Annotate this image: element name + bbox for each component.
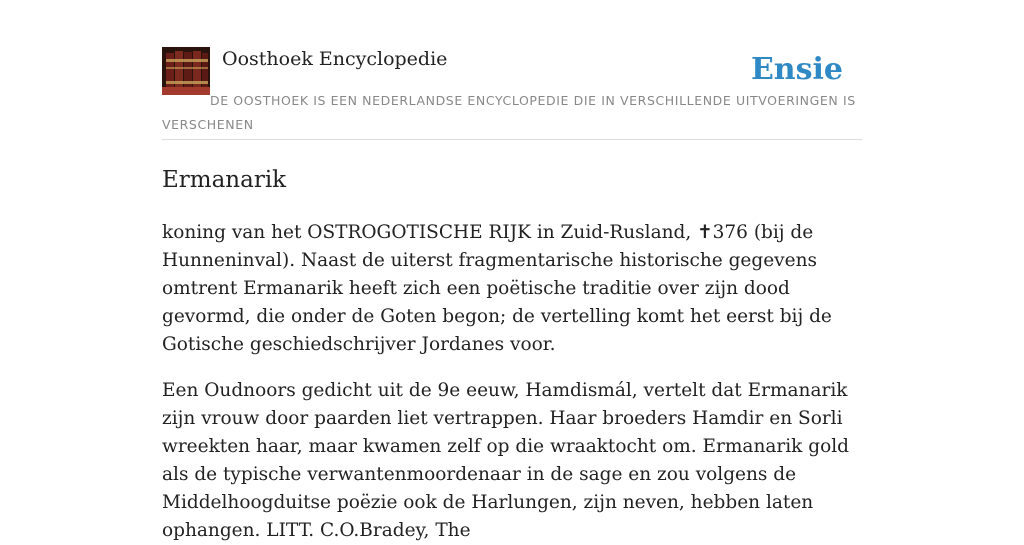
article-paragraph: Een Oudnoors gedicht uit de 9e eeuw, Hamdismál, vertelt dat Ermanarik zijn vrouw door paarden liet vertrappen. Haar broeders Hamdir en Sorli wreekten haar, maar kwamen zelf op die wraaktocht om. Ermanarik gold als de typische verwantenmoordenaar in de sage en zou volgens de Middelhoogduitse poëzie ook de Harlungen, zijn neven, hebben laten ophangen. LITT. C.O.Bradey, The (162, 380, 849, 541)
page-container (162, 0, 862, 545)
site-tagline: DE OOSTHOEK IS EEN NEDERLANDSE ENCYCLOPEDIE DIE IN VERSCHILLENDE UITVOERINGEN IS VERSCHENEN (162, 93, 856, 132)
book-spines-icon (162, 47, 210, 95)
ensie-logo-link[interactable]: Ensie (750, 52, 843, 87)
avatar[interactable] (162, 47, 210, 95)
article-paragraph: koning van het OSTROGOTISCHE RIJK in Zuid-Rusland, ✝376 (bij de Hunneninval). Naast de uiterst fragmentarische historische gegevens omtrent Ermanarik heeft zich een poëtische traditie over zijn dood gevormd, die onder de Goten begon; de vertelling komt het eerst bij de Gotische geschiedschrijver Jordanes voor. (162, 222, 832, 355)
site-header (162, 47, 862, 140)
site-title-link[interactable]: Oosthoek Encyclopedie (222, 48, 448, 70)
article-title: Ermanarik (162, 167, 287, 193)
article-body (162, 219, 862, 545)
